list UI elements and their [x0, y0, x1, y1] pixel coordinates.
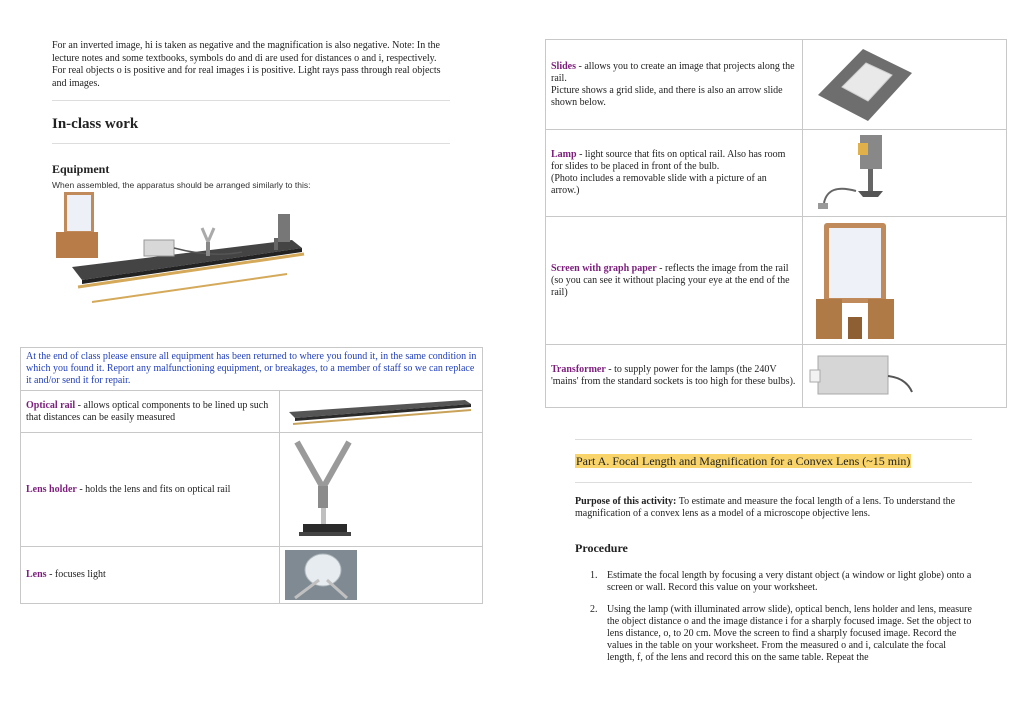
optical-rail-image — [280, 391, 483, 433]
step-text: Using the lamp (with illuminated arrow slide), optical bench, lens holder and lens, measure the object distance o and the image distance i for a sharply focused image. Set the object to lens distance, o, to 20 cm. Move the screen to find a sharply focused image. Record the values in the table on your worksheet. From the measured o and i, calculate the focal length, f, of the lens and record this on the same table. Repeat the — [607, 604, 972, 663]
lamp-image — [803, 130, 1007, 217]
part-a-title: Part A. Focal Length and Magnification for a Convex Lens (~15 min) — [576, 454, 911, 468]
item-cell-transformer — [546, 345, 803, 408]
item-name: Lens — [26, 569, 47, 580]
screen-image — [803, 217, 1007, 345]
divider — [52, 143, 450, 144]
item-cell-lamp — [546, 130, 803, 217]
lens-holder-image — [280, 433, 483, 547]
table-row — [21, 391, 483, 433]
step-number: 1. — [590, 570, 598, 581]
item-desc: - focuses light — [46, 569, 106, 580]
equipment-table-left — [20, 347, 483, 604]
table-row — [21, 547, 483, 604]
grid-slide-image — [803, 40, 1007, 130]
list-item — [590, 570, 975, 594]
item-desc: - allows you to create an image that projects along the rail. — [551, 60, 795, 84]
apparatus-image — [52, 192, 322, 312]
item-desc: - to supply power for the lamps (the 240V 'mains' from the standard sockets is too high for these bulbs). — [551, 364, 796, 387]
item-desc: - holds the lens and fits on optical rail — [76, 483, 231, 495]
intro-paragraph: For an inverted image, hi is taken as negative and the magnification is also negative. Note: In the lecture notes and some textbooks, symbols do and di are used for distances o and i, respectively. For real objects o is positive and for real images i is positive. Light rays pass through real objects and images. — [52, 40, 441, 89]
item-name: Lamp — [551, 149, 577, 160]
item-name: Transformer — [551, 364, 606, 375]
assembled-note: When assembled, the apparatus should be arranged similarly to this: — [52, 180, 311, 190]
item-extra: Picture shows a grid slide, and there is also an arrow slide shown below. — [551, 84, 783, 108]
item-cell-lens — [21, 547, 280, 604]
purpose-text: To estimate and measure the focal length of a lens. To understand the magnification of a convex lens as a model of a microscope objective lens. — [575, 496, 956, 519]
procedure-list — [590, 570, 975, 674]
divider — [52, 100, 450, 101]
equipment-table-right — [545, 39, 1007, 408]
list-item — [590, 604, 975, 664]
item-name: Lens holder — [26, 483, 77, 495]
divider — [575, 439, 972, 440]
item-cell-screen — [546, 217, 803, 345]
item-desc: - allows optical components to be lined up such that distances can be easily measured — [26, 399, 269, 423]
equipment-heading: Equipment — [52, 162, 110, 176]
notice-text: At the end of class please ensure all equipment has been returned to where you found it, in the same condition in which you found it. Report any malfunctioning equipment, or breakages, to a member of staff so we can replace it and/or send it for repair. — [21, 348, 483, 391]
transformer-image — [803, 345, 1007, 408]
item-name: Optical rail — [26, 399, 76, 411]
item-extra: (Photo includes a removable slide with a picture of an arrow.) — [551, 173, 767, 196]
purpose-label: Purpose of this activity: — [575, 496, 677, 507]
section-heading-inclass: In-class work — [52, 116, 139, 132]
item-name: Screen with graph paper — [551, 262, 657, 274]
step-number: 2. — [590, 604, 598, 615]
item-cell-slides — [546, 40, 803, 130]
step-text: Estimate the focal length by focusing a very distant object (a window or light globe) onto a screen or wall. Record this value on your worksheet. — [607, 570, 972, 593]
table-row — [546, 40, 1007, 130]
purpose-paragraph — [575, 496, 970, 520]
table-row — [546, 217, 1007, 345]
divider — [575, 482, 972, 483]
notice-row — [21, 348, 483, 391]
table-row — [546, 345, 1007, 408]
item-name: Slides — [551, 60, 577, 72]
table-row — [21, 433, 483, 547]
procedure-heading: Procedure — [575, 541, 628, 555]
part-a-heading — [575, 452, 911, 470]
item-cell-optical-rail — [21, 391, 280, 433]
item-desc: - reflects the image from the rail (so you can see it without placing your eye at the end of the rail) — [551, 262, 790, 298]
item-desc: - light source that fits on optical rail. Also has room for slides to be placed in front of the bulb. — [551, 149, 786, 172]
lens-image — [280, 547, 483, 604]
item-cell-lens-holder — [21, 433, 280, 547]
table-row — [546, 130, 1007, 217]
